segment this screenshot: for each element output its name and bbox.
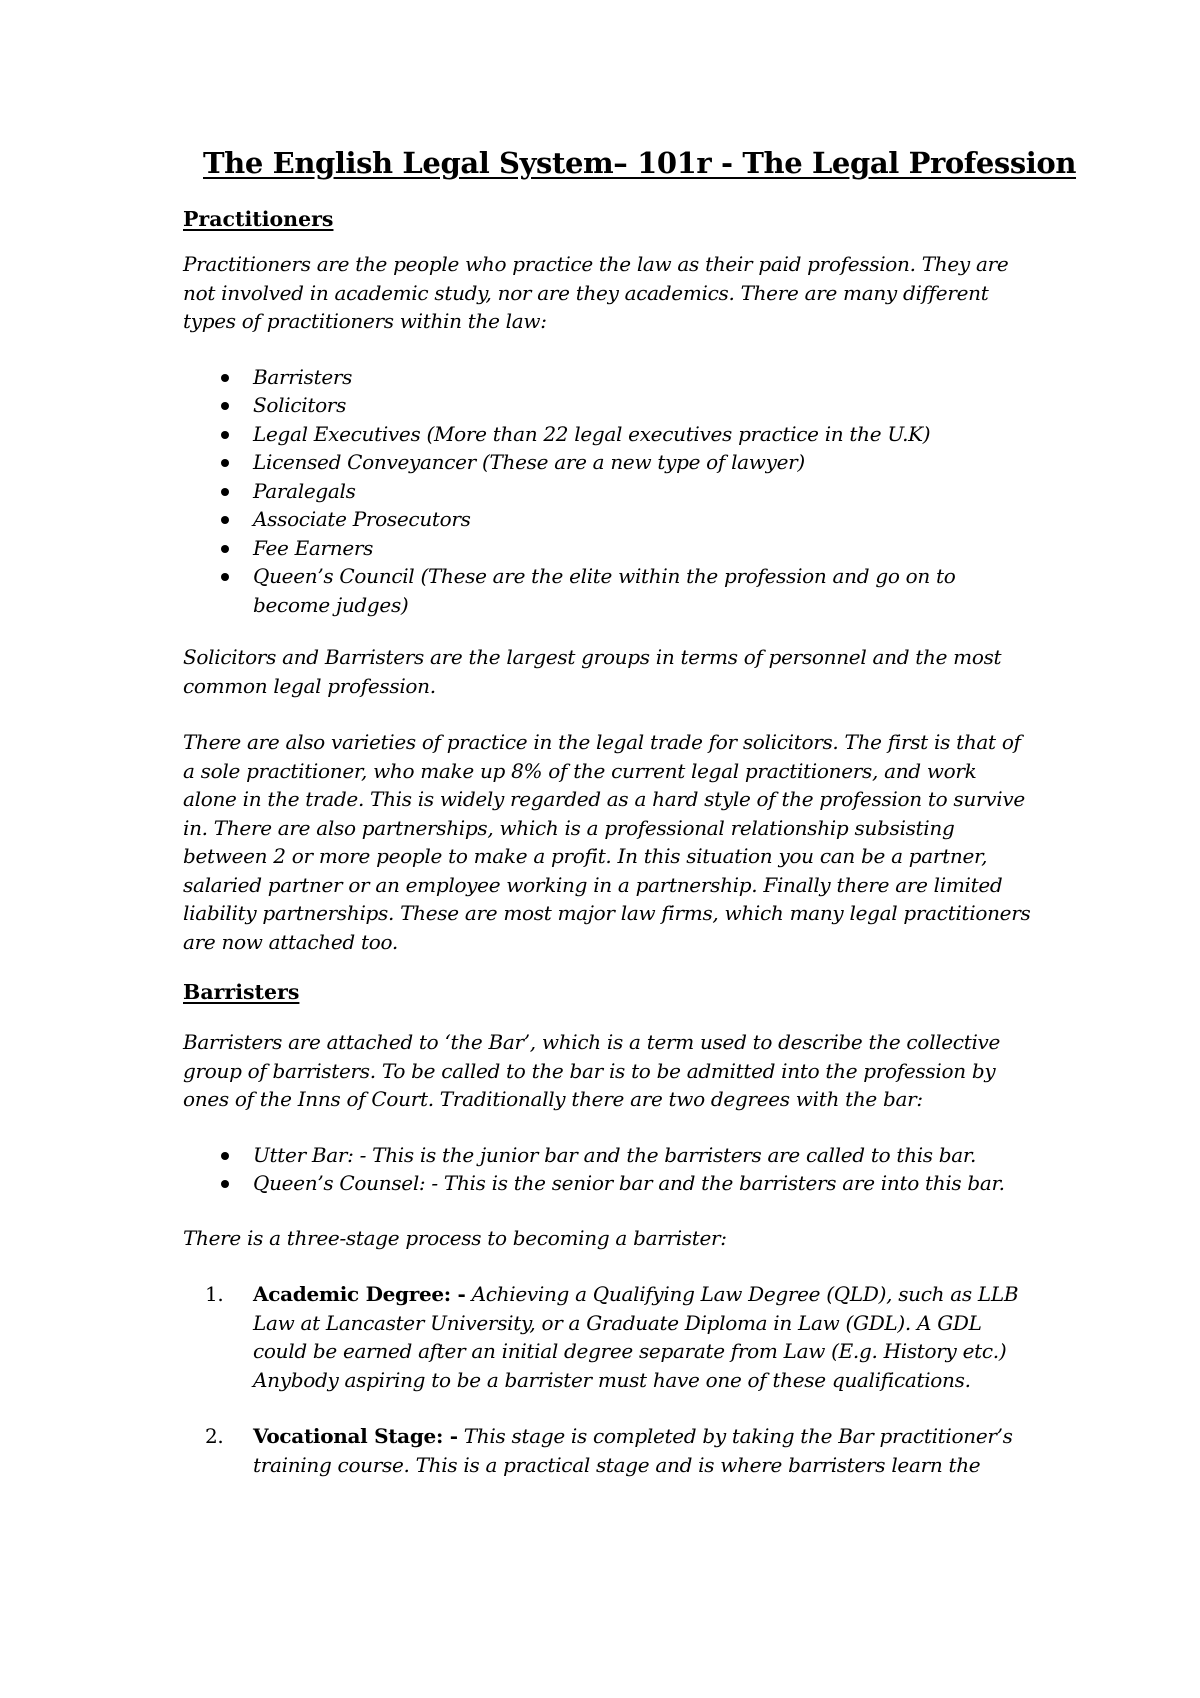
list-item: Queen’s Council (These are the elite within the profession and go on to become judges) xyxy=(183,562,1033,619)
heading-barristers: Barristers xyxy=(183,980,300,1004)
list-item: Paralegals xyxy=(183,477,1033,506)
practitioners-intro: Practitioners are the people who practice the law as their paid profession. They are not involved in academic study, nor are they academics. There are many different types of practitioners within the law: xyxy=(183,252,1009,333)
stage-text: Achieving a Qualifying Law Degree (QLD), such as LLB Law at Lancaster University, or a Graduate Diploma in Law (GDL). A GDL could be earned after an initial degree separate from Law (E.g. History etc.) Anybody aspiring to be a barrister must have one of these qualifications. xyxy=(253,1282,1019,1392)
paragraph-practice-varieties: There are also varieties of practice in the legal trade for solicitors. The first is that of a sole practitioner, who make up 8% of the current legal practitioners, and work alone in the trade. This is widely regarded as a hard style of the profession to survive in. There are also partnerships, which is a professional relationship subsisting between 2 or more people to make a profit. In this situation you can be a partner, salaried partner or an employee working in a partnership. Finally there are limited liability partnerships. These are most major law firms, which many legal practitioners are now attached too. xyxy=(183,730,1031,954)
practitioner-types-list xyxy=(183,363,1033,620)
bar-degrees-list xyxy=(183,1141,1033,1198)
paragraph-largest-groups: Solicitors and Barristers are the largest groups in terms of personnel and the most common legal profession. xyxy=(183,645,1002,698)
stage-term: Academic Degree: - xyxy=(253,1282,466,1306)
list-item: Solicitors xyxy=(183,391,1033,420)
process-intro: There is a three-stage process to becoming a barrister: xyxy=(183,1225,727,1250)
stage-item xyxy=(183,1280,1033,1394)
list-item: Associate Prosecutors xyxy=(183,505,1033,534)
list-item: Utter Bar: - This is the junior bar and the barristers are called to this bar. xyxy=(183,1141,1033,1170)
document-content xyxy=(183,146,1077,1479)
heading-practitioners: Practitioners xyxy=(183,207,334,231)
list-item: Legal Executives (More than 22 legal executives practice in the U.K) xyxy=(183,420,1033,449)
stage-number: 1. xyxy=(205,1282,224,1306)
list-item: Licensed Conveyancer (These are a new type of lawyer) xyxy=(183,448,1033,477)
list-item: Barristers xyxy=(183,363,1033,392)
stage-text: This stage is completed by taking the Bar practitioner’s training course. This is a practical stage and is where barristers learn the xyxy=(253,1424,1013,1477)
document-title: The English Legal System– 101r - The Legal Profession xyxy=(203,146,1077,180)
stage-number: 2. xyxy=(205,1424,224,1448)
stage-term: Vocational Stage: - xyxy=(253,1424,458,1448)
barristers-intro: Barristers are attached to ‘the Bar’, which is a term used to describe the collective group of barristers. To be called to the bar is to be admitted into the profession by ones of the Inns of Court. Traditionally there are two degrees with the bar: xyxy=(183,1030,1001,1111)
list-item: Fee Earners xyxy=(183,534,1033,563)
list-item: Queen’s Counsel: - This is the senior bar and the barristers are into this bar. xyxy=(183,1169,1033,1198)
stage-item xyxy=(183,1422,1033,1479)
barrister-stages-list xyxy=(183,1280,1033,1479)
